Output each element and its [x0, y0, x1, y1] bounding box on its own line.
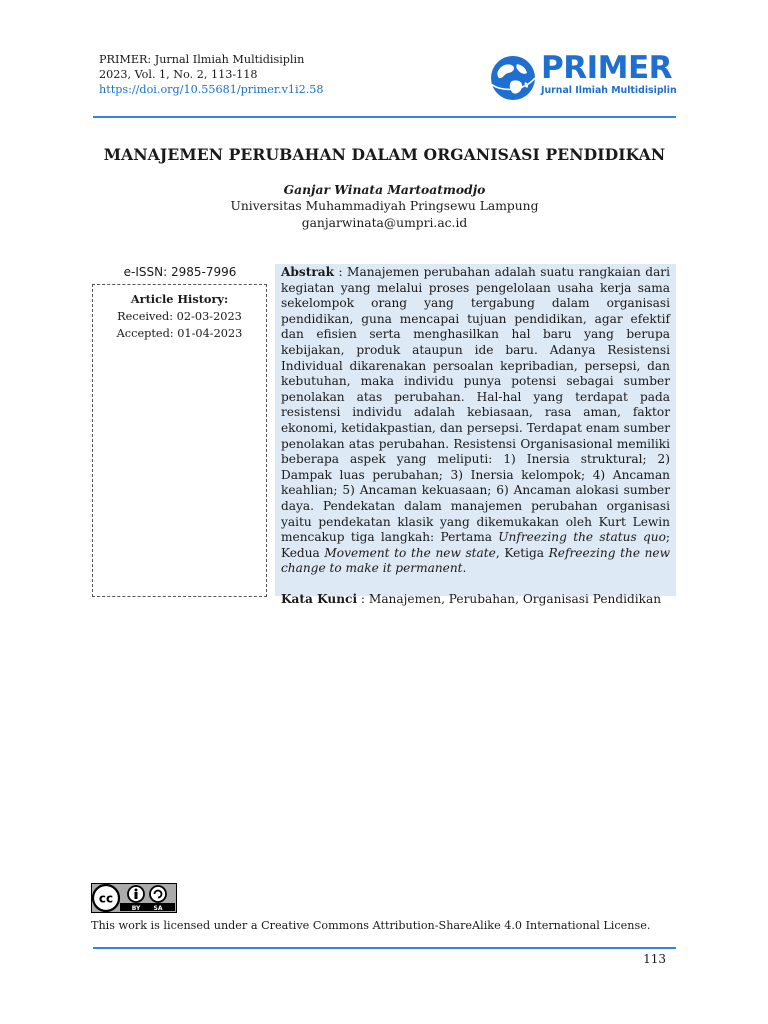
- journal-logo: [489, 52, 679, 102]
- badge-by: BY: [131, 904, 141, 912]
- badge-sa: SA: [153, 904, 163, 912]
- doi-link[interactable]: https://doi.org/10.55681/primer.v1i2.58: [99, 83, 324, 96]
- accepted-date: Accepted: 01-04-2023: [116, 327, 243, 340]
- logo-subtitle: Jurnal Ilmiah Multidisiplin: [541, 85, 677, 96]
- author-affiliation: Universitas Muhammadiyah Pringsewu Lampung: [230, 199, 539, 213]
- keywords: Kata Kunci : Manajemen, Perubahan, Organisasi Pendidikan: [281, 592, 662, 607]
- history-title: Article History:: [130, 292, 229, 306]
- article-history-box: [92, 284, 267, 597]
- abstract-label: Abstrak: [281, 265, 335, 279]
- footer-divider: [93, 947, 676, 949]
- cc-license-badge[interactable]: [91, 883, 177, 913]
- logo-wordmark: PRIMER: [541, 50, 673, 86]
- abstract-box: [275, 264, 676, 607]
- author-name: Ganjar Winata Martoatmodjo: [283, 182, 486, 197]
- keywords-label: Kata Kunci: [281, 592, 358, 607]
- license-text: This work is licensed under a Creative Commons Attribution-ShareAlike 4.0 International License.: [91, 919, 651, 932]
- journal-header: [99, 52, 324, 97]
- received-date: Received: 02-03-2023: [117, 310, 242, 323]
- author-email: ganjarwinata@umpri.ac.id: [301, 216, 468, 230]
- page-number: 113: [643, 952, 666, 966]
- abstract-text: Manajemen perubahan adalah suatu rangkaian dari kegiatan yang melalui proses pengelolaan usaha kerja sama sekelompok orang yang tergabung dalam organisasi pendidikan, guna mencapai tujuan pendidikan, agar efektif dan efisien serta menghasilkan hal baru yang berupa kebijakan, produk ataupun ide baru. Adanya Resistensi Individual dikarenakan persoalan kepribadian, persepsi, dan kebutuhan, maka individu punya potensi sebagai sumber penolakan atas perubahan. Hal-hal yang terdapat pada resistensi individu adalah kebiasaan, rasa aman, faktor ekonomi, ketidakpastian, dan persepsi. Terdapat enam sumber penolakan atas perubahan. Resistensi Organisasional memiliki beberapa aspek yang meliputi: 1) Inersia struktural; 2) Dampak luas perubahan; 3) Inersia kelompok; 4) Ancaman keahlian; 5) Ancaman kekuasaan; 6) Ancaman alokasi sumber daya. Pendekatan dalam manajemen perubahan organisasi yaitu pendekatan klasik yang dikemukakan oleh Kurt Lewin mencakup tiga langkah: Pertama: [281, 265, 670, 545]
- volume-info: 2023, Vol. 1, No. 2, 113-118: [99, 68, 258, 81]
- abstract-paragraph: Abstrak : Manajemen perubahan adalah suatu rangkaian dari kegiatan yang melalui proses pengelolaan usaha kerja sama sekelompok orang yang tergabung dalam organisasi pendidikan, guna mencapai tujuan pendidikan, agar efektif dan efisien serta menghasilkan hal baru yang berupa kebijakan, produk ataupun ide baru. Adanya Resistensi Individual dikarenakan persoalan kepribadian, persepsi, dan kebutuhan, maka individu punya potensi sebagai sumber penolakan atas perubahan. Hal-hal yang terdapat pada resistensi individu adalah kebiasaan, rasa aman, faktor ekonomi, ketidakpastian, dan persepsi. Terdapat enam sumber penolakan atas perubahan. Resistensi Organisasional memiliki beberapa aspek yang meliputi: 1) Inersia struktural; 2) Dampak luas perubahan; 3) Inersia kelompok; 4) Ancaman keahlian; 5) Ancaman kekuasaan; 6) Ancaman alokasi sumber daya. Pendekatan dalam manajemen perubahan organisasi yaitu pendekatan klasik yang dikemukakan oleh Kurt Lewin mencakup tiga langkah: Pertama Unfreezing the status quo; Kedua Movement to the new state, Ketiga Refreezing the new change to make it permanent.: [281, 265, 671, 576]
- paper-title: MANAJEMEN PERUBAHAN DALAM ORGANISASI PENDIDIKAN: [103, 145, 666, 164]
- keywords-text: Manajemen, Perubahan, Organisasi Pendidikan: [368, 592, 662, 607]
- journal-name: PRIMER: Jurnal Ilmiah Multidisiplin: [99, 53, 305, 66]
- cc-icon: cc: [98, 891, 114, 906]
- header-divider: [93, 116, 676, 118]
- globe-icon: [489, 54, 537, 102]
- issn-label: e-ISSN: 2985-7996: [123, 265, 237, 279]
